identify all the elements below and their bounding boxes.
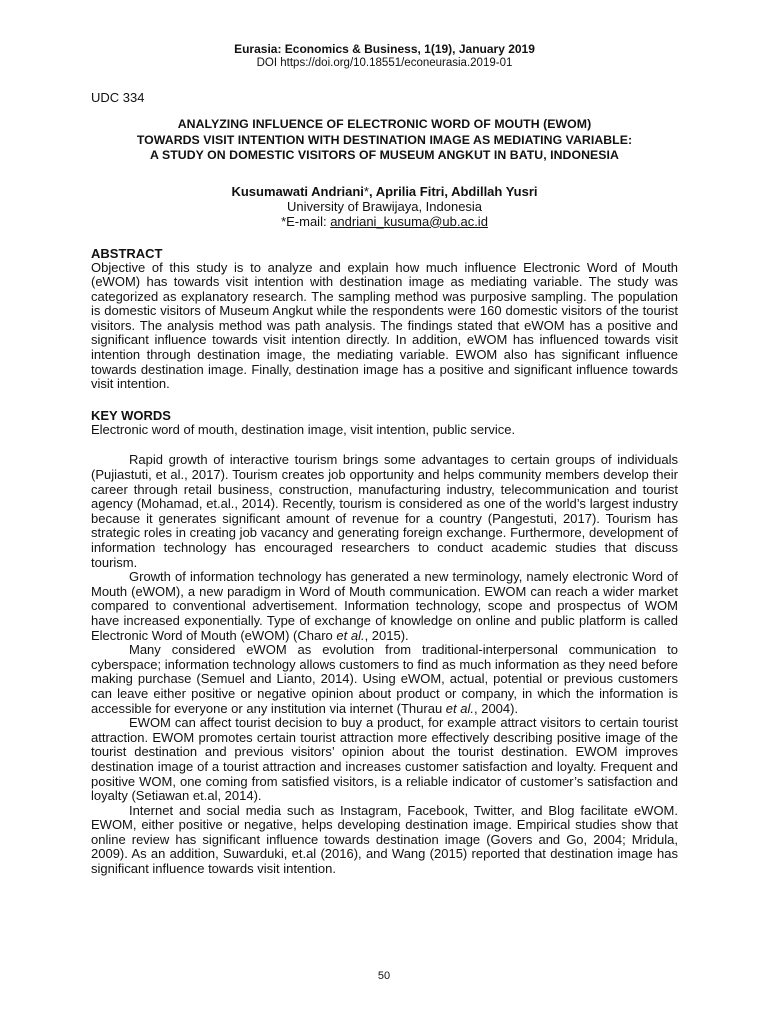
corresponding-mark: *: [363, 183, 369, 199]
email-line: [91, 214, 678, 229]
email-link[interactable]: andriani_kusuma@ub.ac.id: [330, 213, 488, 229]
body-paragraph: Rapid growth of interactive tourism brings some advantages to certain groups of individuals (Pujiastuti, et al., 2017). Tourism creates job opportunity and helps community members develop their career through retail business, construction, manufacturing industry, telecommunication and tourist agency (Mohamad, et.al., 2014). Recently, tourism is considered as one of the world’s largest industry because it generates significant amount of revenue for a country (Pangestuti, 2017). Tourism has strategic roles in creating job vacancy and generating foreign exchange. Furthermore, development of information technology has encouraged researchers to conduct academic studies that discuss tourism.: [91, 452, 678, 570]
abstract-heading: ABSTRACT: [91, 245, 163, 261]
author-first: Kusumawati Andriani: [231, 183, 364, 199]
paragraph-text-after: , 2004).: [473, 700, 519, 716]
body-paragraph: [91, 642, 682, 716]
title-line-2: TOWARDS VISIT INTENTION WITH DESTINATION IMAGE AS MEDIATING VARIABLE:: [136, 132, 633, 147]
citation-italic: et al.: [445, 700, 474, 716]
affiliation: University of Brawijaya, Indonesia: [286, 198, 483, 214]
paragraph-text: Many considered eWOM as evolution from traditional-interpersonal communication to cyberspace; information technology allows customers to find as much information as they need before making purchase (Semuel and Lianto, 2014). Using eWOM, actual, potential or previous customers can leave either positive or negative opinion about product or company, in which the information is accessible for everyone or any institution via internet (Thurau: [91, 642, 682, 716]
udc-code: UDC 334: [91, 90, 145, 105]
keywords-heading: KEY WORDS: [91, 407, 171, 423]
doi-line: DOI https://doi.org/10.18551/econeurasia.2019-01: [256, 57, 513, 69]
body-paragraph: EWOM can affect tourist decision to buy a product, for example attract visitors to certain tourist attraction. EWOM promotes certain tourist attraction more effectively describing positive image of the tourist destination and previous visitors’ opinion about the tourist destination. EWOM improves destination image of a tourist attraction and increases customer satisfaction and loyalty. Frequent and positive WOM, one coming from satisfied visitors, is a reliable indicator of customer’s satisfaction and loyalty (Setiawan et.al, 2014).: [91, 715, 678, 804]
body-paragraph: [91, 569, 682, 643]
introduction-body: [91, 452, 682, 877]
email-prefix: *E-mail:: [281, 213, 331, 229]
author-list: [91, 184, 678, 199]
title-line-1: ANALYZING INFLUENCE OF ELECTRONIC WORD OF MOUTH (EWOM): [177, 117, 592, 131]
keywords-text: Electronic word of mouth, destination image, visit intention, public service.: [91, 421, 516, 437]
paper-title: [91, 117, 678, 164]
paragraph-text: Growth of information technology has generated a new terminology, namely electronic Word of Mouth (eWOM), a new paradigm in Word of Mouth communication. EWOM can reach a wider market compared to conventional advertisement. Information technology, scope and prospectus of WOM have increased exponentially. Type of exchange of knowledge on online and public platform is called Electronic Word of Mouth (eWOM) (Charo: [91, 569, 682, 643]
title-line-3: A STUDY ON DOMESTIC VISITORS OF MUSEUM ANGKUT IN BATU, INDONESIA: [150, 148, 619, 162]
citation-italic: et al.: [336, 627, 365, 643]
author-others: , Aprilia Fitri, Abdillah Yusri: [368, 183, 538, 199]
abstract-text: Objective of this study is to analyze and explain how much influence Electronic Word of Mouth (eWOM) has towards visit intention with destination image as mediating variable. The study was categorized as explanatory research. The sampling method was purposive sampling. The population is domestic visitors of Museum Angkut while the respondents were 160 domestic visitors of the tourist visitors. The analysis method was path analysis. The findings stated that eWOM has a positive and significant influence towards visit intention directly. In addition, eWOM has influenced towards visit intention through destination image, the mediating variable. EWOM also has significant influence towards destination image. Finally, destination image has a positive and significant influence towards visit intention.: [91, 259, 678, 392]
page-number: 50: [377, 970, 391, 982]
body-paragraph: Internet and social media such as Instagram, Facebook, Twitter, and Blog facilitate eWOM. EWOM, either positive or negative, helps developing destination image. Empirical studies show that online review has significant influence towards destination image (Govers and Go, 2004; Mridula, 2009). As an addition, Suwarduki, et.al (2016), and Wang (2015) reported that destination image has significant influence towards visit intention.: [91, 802, 678, 877]
paragraph-text-after: , 2015).: [364, 627, 409, 643]
journal-header: Eurasia: Economics & Business, 1(19), January 2019: [234, 42, 535, 56]
